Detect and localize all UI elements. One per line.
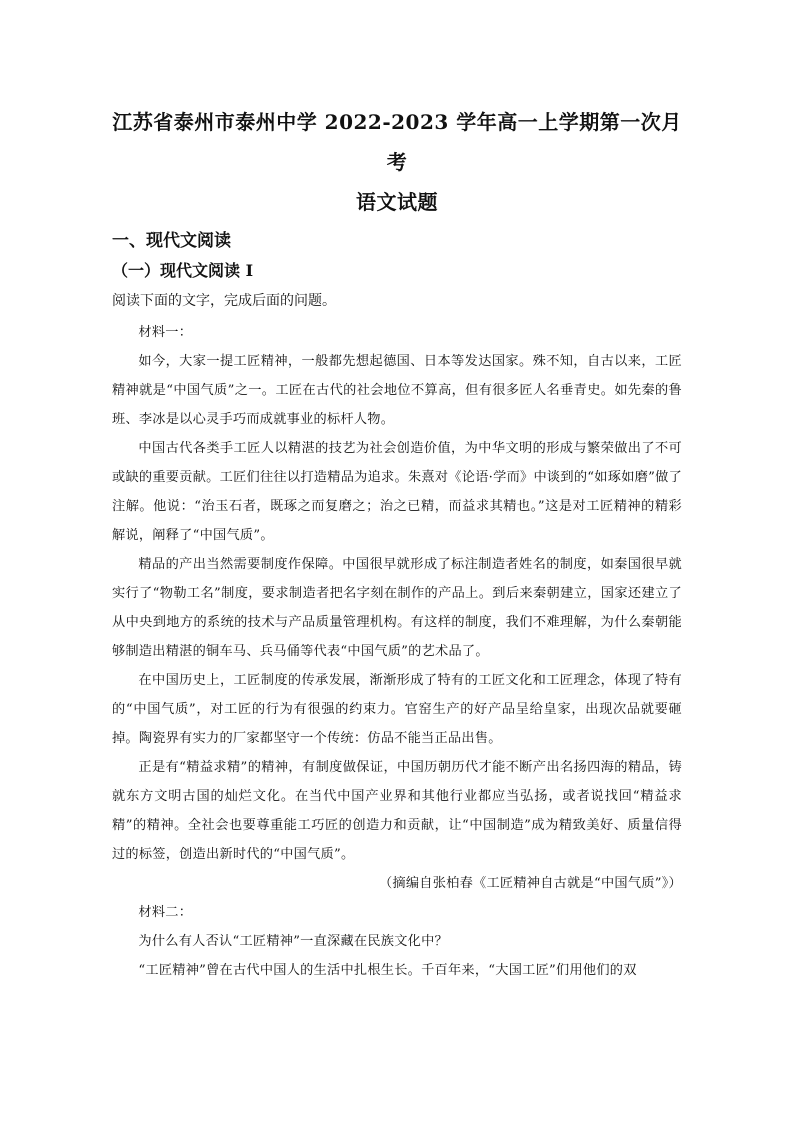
material-label-1: 材料一： [138, 325, 193, 340]
source-citation: （摘编自张柏春《工匠精神自古就是“中国气质”》） [378, 876, 682, 891]
paragraph: 如今，大家一提工匠精神，一般都先想起德国、日本等发达国家。殊不知，自古以来，工匠精神就是“中国气质”之一。工匠在古代的社会地位不算高，但有很多匠人名垂青史。如先秦的鲁班、李冰是以心灵手巧而成就事业的标杆人物。 [112, 354, 682, 427]
paragraph: 正是有“精益求精”的精神，有制度做保证，中国历朝历代才能不断产出名扬四海的精品，铸就东方文明古国的灿烂文化。在当代中国产业界和其他行业都应当弘扬，或者说找回“精益求精”的精神。全社会也要尊重能工巧匠的创造力和贡献，让“中国制造”成为精致美好、质量信得过的标签，创造出新时代的“中国气质”。 [112, 760, 682, 862]
reading-instruction: 阅读下面的文字，完成后面的问题。 [112, 293, 336, 309]
paragraph: 中国古代各类手工匠人以精湛的技艺为社会创造价值，为中华文明的形成与繁荣做出了不可或缺的重要贡献。工匠们往往以打造精品为追求。朱熹对《论语·学而》中谈到的“如琢如磨”做了注解。他说：“治玉石者，既琢之而复磨之；治之已精，而益求其精也。”这是对工匠精神的精彩解说，阐释了“中国气质”。 [112, 441, 682, 543]
paragraph: 为什么有人否认“工匠精神”一直深藏在民族文化中？ [138, 934, 448, 949]
section-heading: 一、现代文阅读 [112, 231, 231, 251]
document-subtitle: 语文试题 [356, 190, 438, 214]
paragraph: 在中国历史上，工匠制度的传承发展，渐渐形成了特有的工匠文化和工匠理念，体现了特有的“中国气质”，对工匠的行为有很强的约束力。官窑生产的好产品呈给皇家，出现次品就要砸掉。陶瓷界有实力的厂家都坚守一个传统：仿品不能当正品出售。 [112, 673, 682, 746]
document-title-line-1: 江苏省泰州市泰州中学 2022-2023 学年高一上学期第一次月 [112, 110, 682, 134]
document-title-line-2: 考 [386, 150, 408, 174]
material-label-2: 材料二： [138, 905, 193, 920]
paragraph: 精品的产出当然需要制度作保障。中国很早就形成了标注制造者姓名的制度，如秦国很早就实行了“物勒工名”制度，要求制造者把名字刻在制作的产品上。到后来秦朝建立，国家还建立了从中央到地方的系统的技术与产品质量管理机构。有这样的制度，我们不难理解，为什么秦朝能够制造出精湛的铜车马、兵马俑等代表“中国气质”的艺术品了。 [112, 557, 682, 659]
paragraph: “工匠精神”曾在古代中国人的生活中扎根生长。千百年来，“大国工匠”们用他们的双 [138, 963, 637, 978]
reading-passage [112, 318, 682, 985]
subsection-heading: （一）现代文阅读 I [112, 261, 254, 280]
